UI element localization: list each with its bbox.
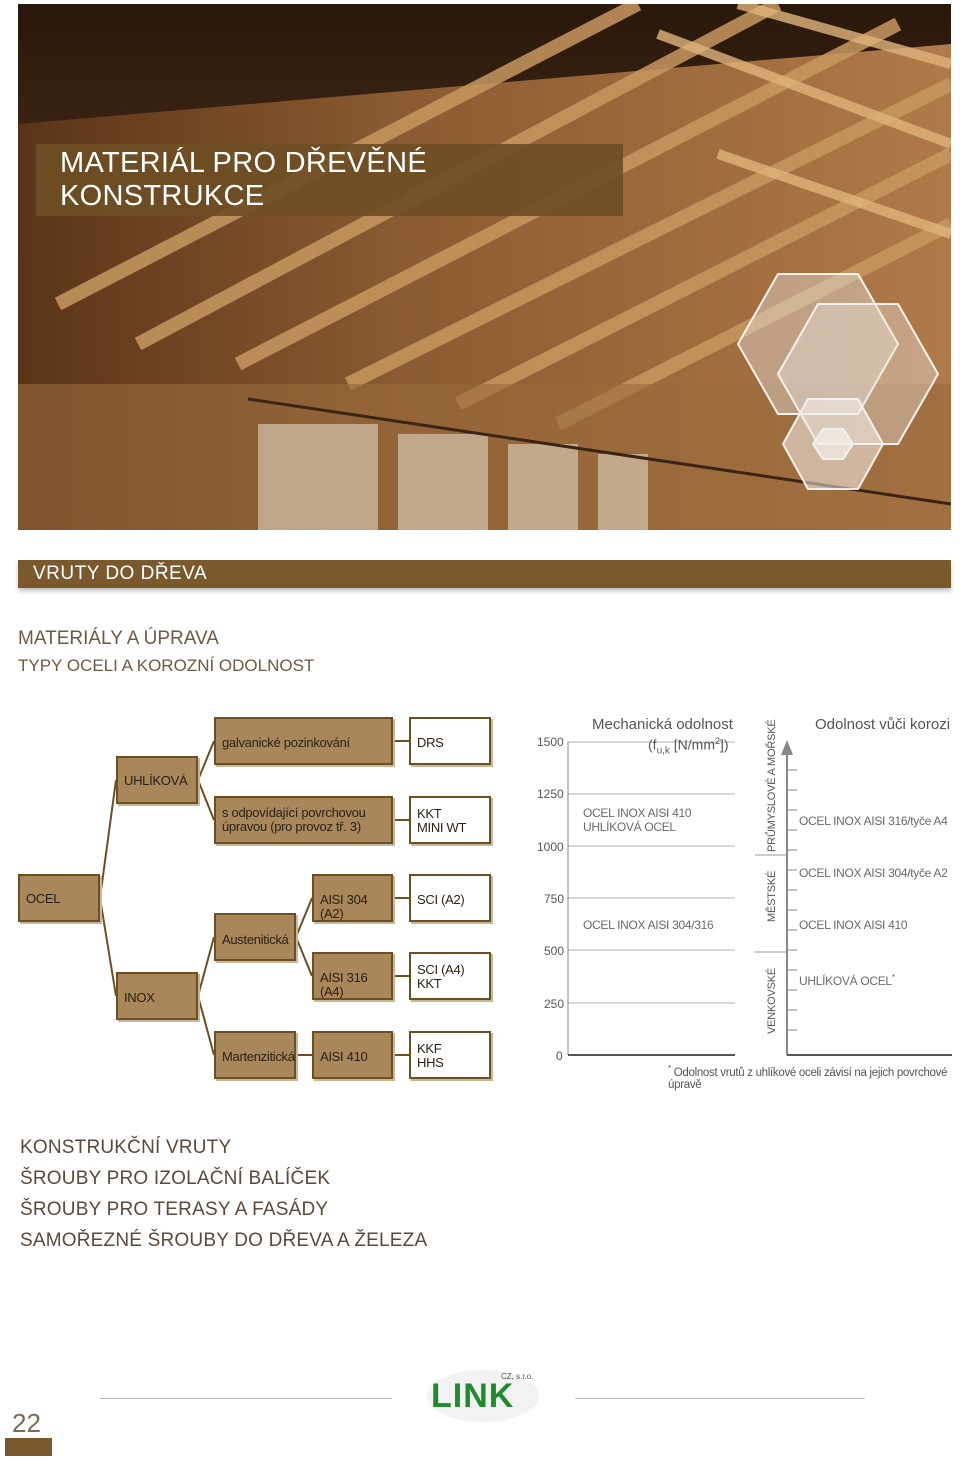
product-sci-a4-label: SCI (A4) [417, 962, 465, 977]
tick-750: 750 [544, 892, 565, 906]
section-title: VRUTY DO DŘEVA [33, 563, 208, 584]
product-sci-a2-label: SCI (A2) [417, 892, 465, 907]
footnote-mark: * [668, 1064, 671, 1073]
mech-entry-1-line1: OCEL INOX AISI 410 [583, 806, 692, 820]
footnote [668, 1064, 960, 1091]
list-item-construction-screws: KONSTRUKČNÍ VRUTY [20, 1137, 232, 1158]
tree-node-uhlikova-label: UHLÍKOVÁ [124, 773, 188, 788]
logo-text: LINK [431, 1377, 515, 1415]
list-item-terrace-screws: ŠROUBY PRO TERASY A FASÁDY [20, 1199, 329, 1220]
product-hhs-label: HHS [417, 1055, 444, 1070]
corrosion-entry-2: OCEL INOX AISI 304/tyče A2 [799, 866, 948, 880]
mechanical-title: Mechanická odolnost [592, 716, 733, 733]
footer-rule-right [575, 1398, 865, 1399]
product-kkt2-label: KKT [417, 976, 442, 991]
tick-1000: 1000 [537, 840, 564, 854]
tree-node-surface-line2: úpravou (pro provoz tř. 3) [222, 819, 361, 834]
corrosion-entry-4-mark: * [891, 973, 895, 982]
subheading-materials: MATERIÁLY A ÚPRAVA [18, 628, 219, 649]
link-logo-graphic [425, 1365, 541, 1427]
tree-node-surface-line1: s odpovídající povrchovou [222, 805, 366, 820]
tick-1250: 1250 [537, 787, 564, 801]
tree-node-austenitic-label: Austenitická [222, 932, 289, 947]
product-kkf-label: KKF [417, 1041, 442, 1056]
corrosion-title: Odolnost vůči korozi [815, 716, 951, 733]
tick-250: 250 [544, 997, 565, 1011]
unit-subscript: u,k [656, 745, 670, 757]
corrosion-entry-3: OCEL INOX AISI 410 [799, 918, 908, 932]
unit-mid: [N/mm [669, 736, 716, 753]
unit-prefix: (f [648, 736, 657, 753]
tick-1500: 1500 [537, 735, 564, 749]
list-item-self-drilling-screws: SAMOŘEZNÉ ŠROUBY DO DŘEVA A ŽELEZA [20, 1230, 428, 1251]
tree-node-martensitic-label: Martenzitická [222, 1049, 295, 1064]
mechanical-unit [648, 736, 729, 756]
tree-node-aisi316-label: AISI 316 (A4) [320, 970, 368, 999]
subheading-steel-types: TYPY OCELI A KOROZNÍ ODOLNOST [18, 656, 315, 675]
mech-entry-1-line2: UHLÍKOVÁ OCEL [583, 820, 676, 834]
link-logo [425, 1365, 541, 1427]
page-number: 22 [12, 1408, 41, 1438]
product-drs-label: DRS [417, 735, 444, 750]
zone-rural: VENKOVSKÉ [766, 967, 778, 1034]
corrosion-entry-4 [799, 971, 895, 988]
product-mini-wt-label: MINI WT [417, 820, 467, 835]
tree-node-aisi304-label: AISI 304 (A2) [320, 892, 368, 921]
corrosion-entry-1: OCEL INOX AISI 316/tyče A4 [799, 814, 948, 828]
hero-title: MATERIÁL PRO DŘEVĚNÉ KONSTRUKCE [60, 147, 427, 212]
tick-500: 500 [544, 944, 565, 958]
footnote-text: Odolnost vrutů z uhlíkové oceli závisí na jejich povrchové úpravě [668, 1066, 948, 1091]
tick-0: 0 [556, 1049, 563, 1063]
corrosion-entry-4-text: UHLÍKOVÁ OCEL [799, 974, 892, 988]
page-number-bar [5, 1438, 52, 1456]
product-kkt-label: KKT [417, 806, 442, 821]
tree-node-galvanic-label: galvanické pozinkování [222, 735, 350, 750]
unit-superscript: 2 [715, 736, 721, 746]
footer-rule-left [100, 1398, 392, 1399]
mech-entry-2: OCEL INOX AISI 304/316 [583, 918, 714, 932]
logo-small-text: CZ, s.r.o. [501, 1372, 534, 1381]
tree-node-aisi410-label: AISI 410 [320, 1049, 368, 1064]
zone-urban: MĚSTSKÉ [766, 870, 778, 922]
tree-node-inox-label: INOX [124, 990, 155, 1005]
zone-industrial-marine: PRŮMYSLOVÉ A MOŘSKÉ [766, 719, 778, 852]
tree-node-ocel-label: OCEL [26, 891, 61, 906]
unit-suffix: ]) [720, 736, 729, 753]
list-item-insulation-screws: ŠROUBY PRO IZOLAČNÍ BALÍČEK [20, 1168, 331, 1189]
